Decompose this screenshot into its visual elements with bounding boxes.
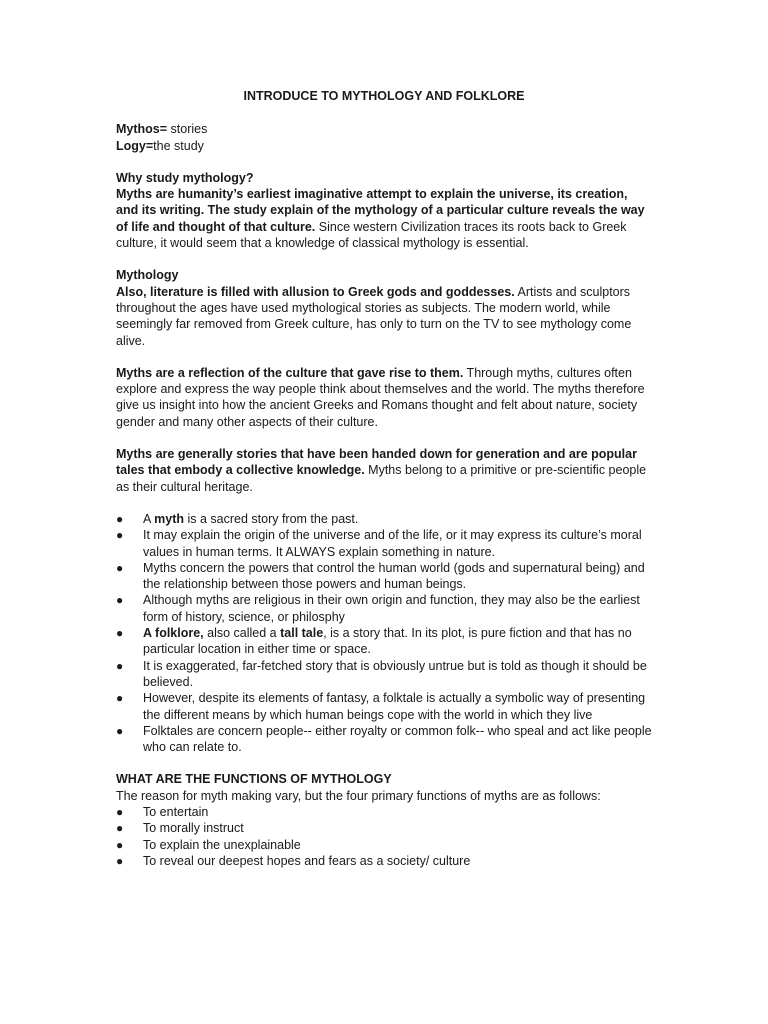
list-item: ● Folktales are concern people-- either royalty or common folk-- who speal and act like people who can relate to. xyxy=(116,723,652,755)
generally-paragraph xyxy=(116,446,652,495)
list-item: ● To morally instruct xyxy=(116,821,244,836)
bullet-icon: ● xyxy=(116,511,124,526)
list-item: ● A folklore, also called a tall tale, is a story that. In its plot, is pure fiction and that has no particular location in either time or space. xyxy=(116,626,632,657)
reflection-bold: Myths are a reflection of the culture that gave rise to them. xyxy=(116,365,464,380)
why-bold: Myths are humanity’s earliest imaginative attempt to explain the universe, its creation, and its writing. The study explain of the mythology of a particular culture reveals the way of life and thought of that culture. xyxy=(116,187,645,234)
why-paragraph xyxy=(116,186,652,251)
definition-mythos xyxy=(116,121,652,137)
document-body xyxy=(116,88,652,869)
why-text: Since western Civilization traces its roots back to Greek culture, it would seem that a knowledge of classical mythology is essential. xyxy=(116,219,627,251)
myth-bullet-list xyxy=(116,511,652,755)
list-item: ● However, despite its elements of fantasy, a folktale is actually a symbolic way of presenting the different means by which human beings cope with the world in which they live xyxy=(116,691,646,722)
why-heading: Why study mythology? xyxy=(116,170,254,185)
bullet-icon: ● xyxy=(116,723,124,738)
mythology-heading: Mythology xyxy=(116,268,179,283)
bullet-icon: ● xyxy=(116,593,124,608)
definition-logy xyxy=(116,138,652,154)
bullet-icon: ● xyxy=(116,853,124,868)
generally-bold: Myths are generally stories that have been handed down for generation and are popular tales that embody a collective knowledge. xyxy=(116,447,637,478)
bullet-icon: ● xyxy=(116,804,124,819)
mythology-bold: Also, literature is filled with allusion to Greek gods and goddesses. xyxy=(116,284,515,299)
functions-heading: WHAT ARE THE FUNCTIONS OF MYTHOLOGY xyxy=(116,772,392,787)
functions-intro: The reason for myth making vary, but the four primary functions of myths are as follows: xyxy=(116,788,601,803)
bullet-icon: ● xyxy=(116,560,124,575)
bullet-icon: ● xyxy=(116,528,124,543)
list-item: ● It is exaggerated, far-fetched story that is obviously untrue but is told as though it should be believed. xyxy=(116,658,647,689)
reflection-paragraph xyxy=(116,365,652,430)
list-item: ● To entertain xyxy=(116,804,209,819)
definition-text: the study xyxy=(153,138,204,153)
list-item: ● Although myths are religious in their own origin and function, they may also be the earliest form of history, science, or philosphy xyxy=(116,593,640,624)
list-item: ● A myth is a sacred story from the past. xyxy=(116,511,359,526)
list-item: ● To explain the unexplainable xyxy=(116,837,301,852)
bullet-icon: ● xyxy=(116,821,124,836)
reflection-text: Through myths, cultures often explore and express the way people think about themselves and the world. The myths therefore give us insight into how the ancient Greeks and Romans thought and felt about nature, society gender and many other aspects of their culture. xyxy=(116,365,645,429)
mythology-text: Artists and sculptors throughout the ages have used mythological stories as subjects. The modern world, while seemingly far removed from Greek culture, has only to turn on the TV to see mythology come alive. xyxy=(116,284,632,348)
bullet-icon: ● xyxy=(116,626,124,641)
bullet-icon: ● xyxy=(116,658,124,673)
list-item: ● Myths concern the powers that control the human world (gods and supernatural being) and the relationship between those powers and human beings. xyxy=(116,560,645,592)
mythology-paragraph xyxy=(116,284,652,349)
document-title: INTRODUCE TO MYTHOLOGY AND FOLKLORE xyxy=(243,89,525,103)
definition-term: Logy= xyxy=(116,138,154,153)
bullet-icon: ● xyxy=(116,691,124,706)
generally-text: Myths belong to a primitive or pre-scientific people as their cultural heritage. xyxy=(116,463,647,494)
list-item: ● To reveal our deepest hopes and fears as a society/ culture xyxy=(116,853,471,868)
functions-list xyxy=(116,804,652,869)
definition-term: Mythos= xyxy=(116,122,168,137)
definition-text: stories xyxy=(167,122,208,137)
list-item: ● It may explain the origin of the universe and of the life, or it may express its culture’s moral values in human terms. It ALWAYS explain something in nature. xyxy=(116,528,642,559)
bullet-icon: ● xyxy=(116,837,124,852)
